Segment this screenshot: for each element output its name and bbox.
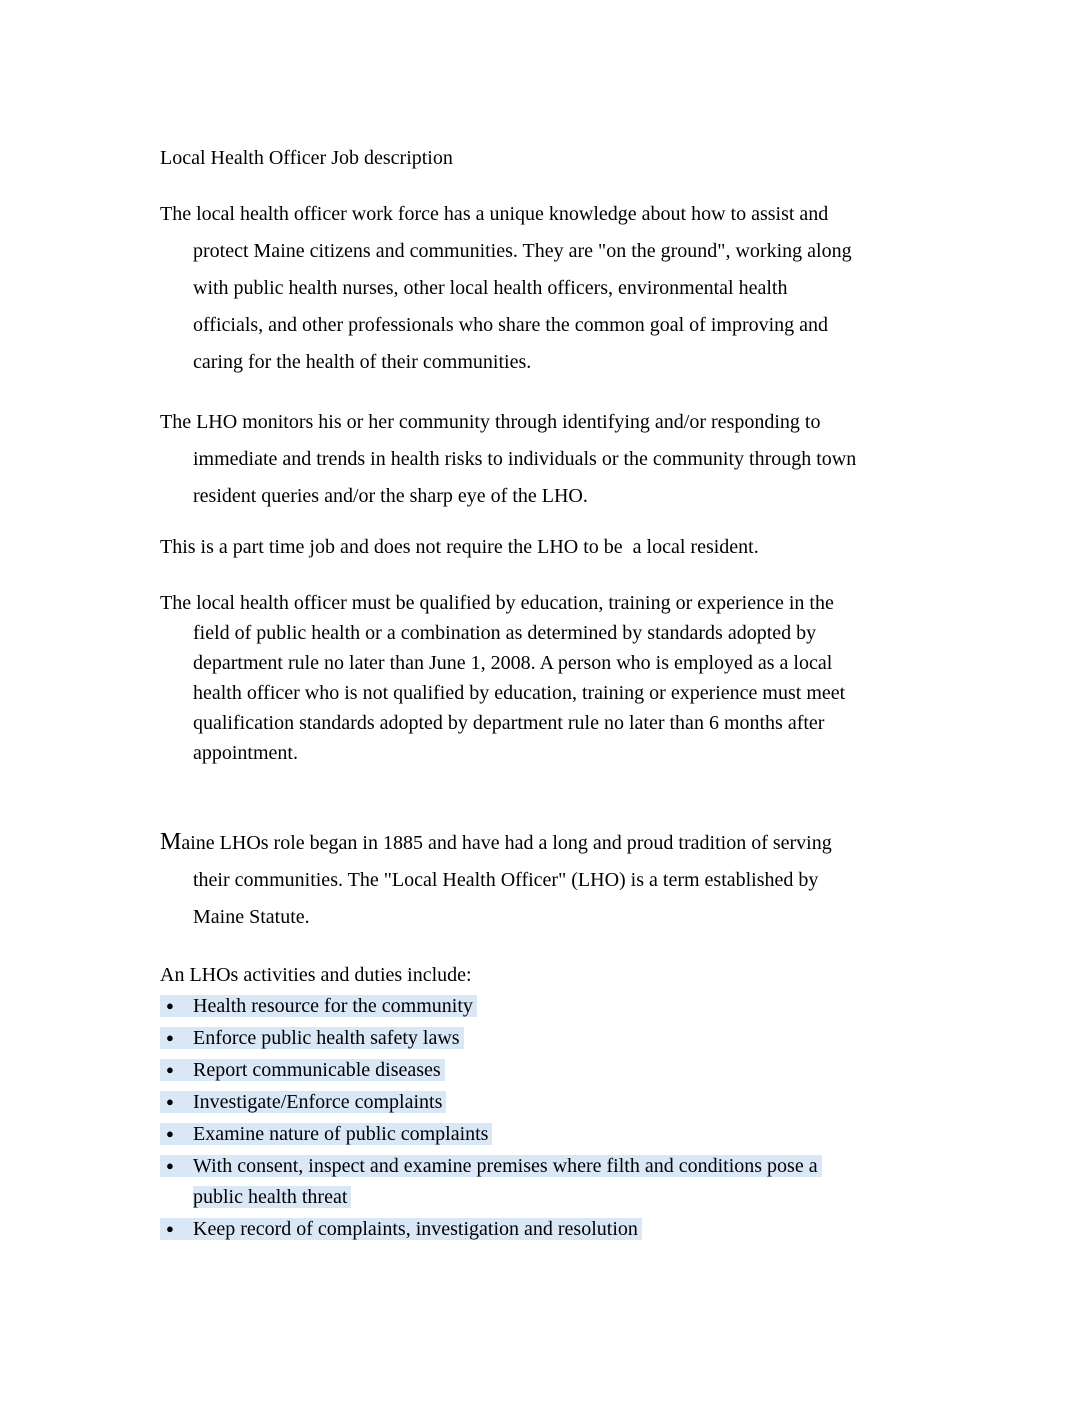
bullet-item (160, 1150, 968, 1213)
highlight (160, 995, 477, 1017)
bullet-text: Enforce public health safety laws (193, 1027, 460, 1049)
text-line: Maine Statute. (193, 906, 310, 928)
bullet-icon: ● (166, 1158, 174, 1173)
bullet-text: Health resource for the community (193, 995, 473, 1017)
bullet-text: public health threat (193, 1186, 348, 1208)
text-line: officials, and other professionals who share the common goal of improving and (193, 314, 829, 336)
bullet-text: Examine nature of public complaints (193, 1123, 489, 1145)
text-line: immediate and trends in health risks to individuals or the community through town (193, 448, 857, 470)
text-line: The LHO monitors his or her community through identifying and/or responding to (160, 411, 821, 433)
bullet-item (160, 990, 968, 1022)
bullet-text: Investigate/Enforce complaints (193, 1091, 443, 1113)
text-line: health officer who is not qualified by education, training or experience must meet (193, 682, 846, 704)
paragraph (160, 824, 968, 936)
bullet-icon: ● (166, 998, 174, 1013)
highlight (160, 1123, 492, 1145)
bullet-item-line (193, 1182, 968, 1213)
bullet-text: Report communicable diseases (193, 1059, 441, 1081)
highlight (160, 1091, 446, 1113)
bullet-item (160, 1022, 968, 1054)
bullet-list (160, 990, 968, 1245)
bullet-item-line (160, 1150, 968, 1182)
text-line: The local health officer must be qualified by education, training or experience in the (160, 592, 834, 614)
text-line: protect Maine citizens and communities. They are "on the ground", working along (193, 240, 852, 262)
bullet-text: Keep record of complaints, investigation and resolution (193, 1218, 638, 1240)
text-line: This is a part time job and does not require the LHO to be a local resident. (160, 536, 759, 558)
highlight (160, 1218, 642, 1240)
bullet-item (160, 1086, 968, 1118)
paragraph (160, 588, 968, 768)
bullet-icon: ● (166, 1094, 174, 1109)
bullet-item (160, 1213, 968, 1245)
paragraph (160, 529, 968, 566)
text-line: appointment. (193, 742, 298, 764)
text-line: caring for the health of their communities. (193, 351, 532, 373)
text-line: resident queries and/or the sharp eye of the LHO. (193, 485, 588, 507)
text-line: department rule no later than June 1, 2008. A person who is employed as a local (193, 652, 833, 674)
drop-cap-initial: M (160, 829, 182, 855)
bullet-icon: ● (166, 1062, 174, 1077)
paragraph (160, 196, 968, 381)
text-line (160, 824, 968, 862)
text-line: qualification standards adopted by department rule no later than 6 months after (193, 712, 825, 734)
text-line: with public health nurses, other local health officers, environmental health (193, 277, 788, 299)
bullet-icon: ● (166, 1030, 174, 1045)
text-segment: aine LHOs role began in 1885 and have had a long and proud tradition of serving (181, 832, 832, 854)
bullet-text: With consent, inspect and examine premises where filth and conditions pose a (193, 1155, 818, 1177)
text-line: field of public health or a combination as determined by standards adopted by (193, 622, 817, 644)
highlight (193, 1186, 351, 1208)
paragraph (160, 404, 968, 515)
text-line: their communities. The "Local Health Officer" (LHO) is a term established by (193, 869, 819, 891)
bullet-item (160, 1054, 968, 1086)
highlight (160, 1027, 464, 1049)
document-title: Local Health Officer Job description (160, 147, 453, 169)
list-intro: An LHOs activities and duties include: (160, 964, 472, 986)
bullet-item (160, 1118, 968, 1150)
highlight (160, 1059, 445, 1081)
bullet-icon: ● (166, 1126, 174, 1141)
bullet-icon: ● (166, 1221, 174, 1236)
highlight (160, 1155, 822, 1177)
text-line: The local health officer work force has a unique knowledge about how to assist and (160, 203, 829, 225)
